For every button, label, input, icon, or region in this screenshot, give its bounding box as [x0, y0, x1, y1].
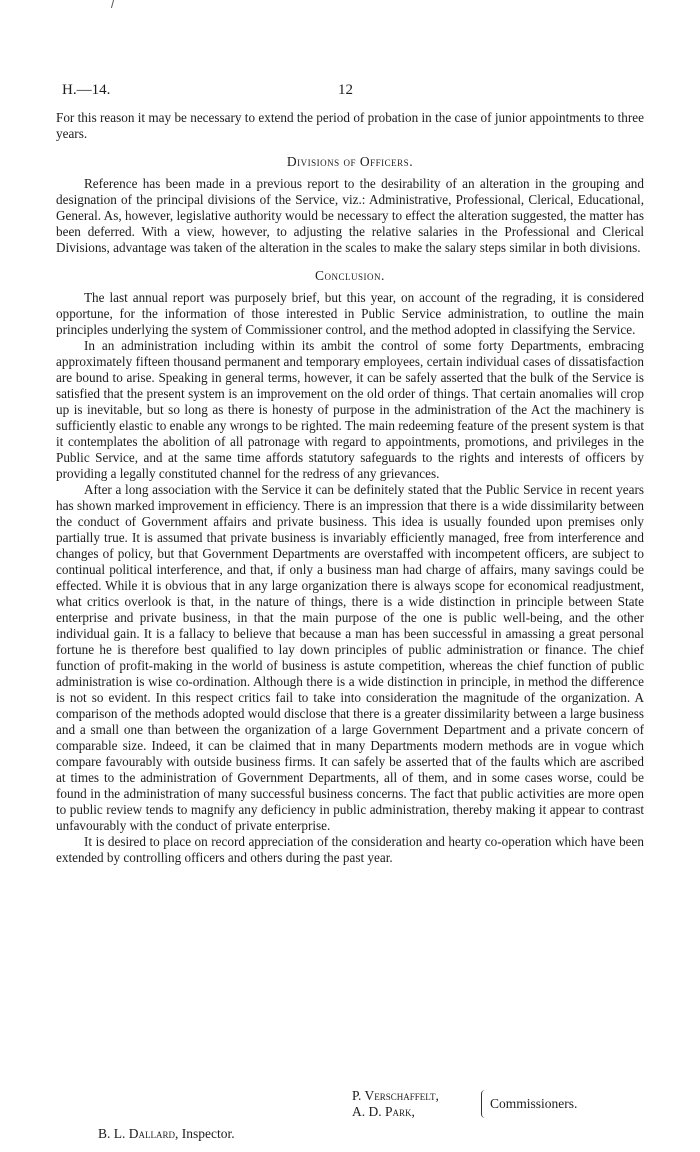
signature-block	[56, 1088, 644, 1148]
page-number: 12	[338, 82, 353, 98]
paragraph-public-service: After a long association with the Service it can be definitely stated that the Public Service in recent years has shown marked improvement in efficiency. There is an impression that there is a wide dissimilarity between the conduct of Government affairs and private business. This idea is usually founded upon premises only partially true. It is assumed that private business is invariably efficiently managed, free from interference and changes of policy, but that Government Departments are overstaffed with incompetent officers, are subject to continual political interference, and that, if only a business man had charge of affairs, many savings could be effected. While it is obvious that in any large organization there is always scope for economical readjustment, what critics overlook is that, in the nature of things, there is a wide distinction in principle between State enterprise and private business, in that the main purpose of the one is public well-being, and the other individual gain. It is a fallacy to believe that because a man has been successful in amassing a great personal fortune he is therefore best qualified to lay down principles of public administration or finance. The chief function of profit-making in the world of business is astute competition, whereas the chief function of public administration is wise co-ordination. Although there is a wide distinction in principle, in method the difference is not so evident. In this respect critics fail to take into consideration the magnitude of the organization. A comparison of the methods adopted would disclose that there is a greater dissimilarity between a large business and a small one than between the organization of a large Government Department and a private concern of comparable size. Indeed, it can be claimed that in many Departments modern methods are in vogue which compare favourably with outside business firms. It can safely be asserted that of the faults which are ascribed at times to the administration of Government Departments, all of them, and in some cases worse, could be found in the administration of many successful business concerns. The fact that public activities are more open to public review tends to magnify any deficiency in public administration, thereby making it appear to contrast unfavourably with the conduct of private enterprise.	[56, 482, 644, 833]
commissioner-verschaffelt: P. Verschaffelt,	[352, 1088, 439, 1103]
page-header	[56, 82, 644, 102]
commissioner-names	[352, 1088, 439, 1120]
inspector-name: B. L. Dallard,	[98, 1126, 179, 1141]
paragraph-appreciation: It is desired to place on record appreciation of the consideration and hearty co-operation which have been extended by controlling officers and others during the past year.	[56, 834, 644, 865]
commissioners-brace	[481, 1090, 488, 1118]
heading-divisions-of-officers: Divisions of Officers.	[286, 154, 414, 169]
commissioners-title: Commissioners.	[490, 1096, 578, 1111]
paragraph-divisions: Reference has been made in a previous report to the desirability of an alteration in the grouping and designation of the principal divisions of the Service, viz.: Administrative, Professional, Clerical, Educational, General. As, however, legislative authority would be necessary to effect the alteration suggested, the matter has been deferred. With a view, however, to adjusting the relative salaries in the Professional and Clerical Divisions, advantage was taken of the alteration in the scales to make the salary steps similar in both divisions.	[56, 176, 644, 255]
document-page	[56, 0, 644, 1152]
heading-conclusion: Conclusion.	[315, 268, 385, 283]
scan-mark	[105, 0, 114, 8]
paragraph-administration: In an administration including within its ambit the control of some forty Departments, embracing approximately fifteen thousand permanent and temporary employees, certain individual cases of dissatisfaction are bound to arise. Speaking in general terms, however, it can be safely asserted that the bulk of the Service is satisfied that the present system is an improvement on the old order of things. That certain anomalies will crop up is inevitable, but so long as there is honesty of purpose in the administration of the Act the machinery is sufficiently elastic to enable any wrongs to be righted. The main redeeming feature of the present system is that it contemplates the abolition of all patronage with regard to appointments, promotions, and privileges in the Public Service, and at the same time affords statutory safeguards to the rights and interests of officers by providing a legally constituted channel for the redress of any grievances.	[56, 338, 645, 481]
paragraph-annual-report: The last annual report was purposely brief, but this year, on account of the regrading, it is considered opportune, for the information of those interested in Public Service administration, to outline the main principles underlying the system of Commissioner control, and the method adopted in classifying the Service.	[56, 290, 644, 337]
paragraph-probation: For this reason it may be necessary to extend the period of probation in the case of junior appointments to three years.	[56, 110, 644, 141]
inspector-signature	[98, 1126, 235, 1142]
document-body	[56, 110, 644, 866]
inspector-title: Inspector.	[178, 1126, 235, 1141]
document-reference: H.—14.	[62, 82, 111, 98]
commissioner-park: A. D. Park,	[352, 1104, 415, 1119]
